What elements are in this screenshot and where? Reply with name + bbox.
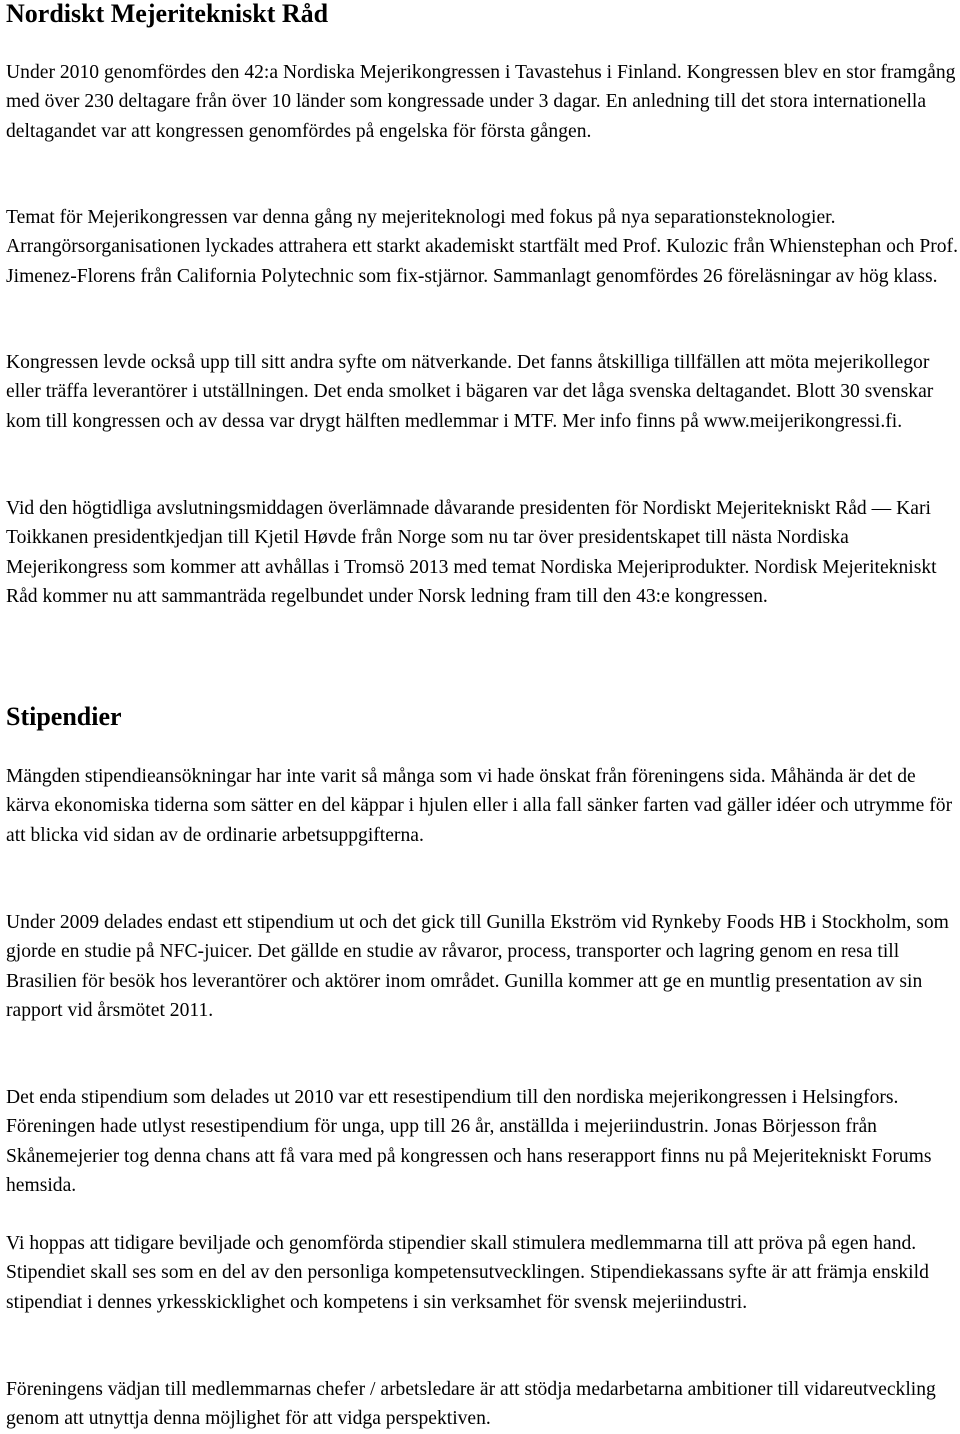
paragraph-stipend-applications: Mängden stipendieansökningar har inte varit så många som vi hade önskat från föreningens sida. Måhända är det de kärva ekonomiska tiderna som sätter en del käppar i hjulen eller i alla fall sänker farten vad gäller idéer och utrymme för att blicka vid sidan av de ordinarie arbetsuppgifterna. <box>6 766 953 846</box>
page-title: Nordiskt Mejeritekniskt Råd <box>6 0 329 28</box>
paragraph-congress-closing-dinner: Vid den högtidliga avslutningsmiddagen överlämnade dåvarande presidenten för Nordiskt Mejeritekniskt Råd ― Kari Toikkanen presidentkjedjan till Kjetil Høvde från Norge som nu tar över presidentskapet till nästa Nordiska Mejerikongress som kommer att avhållas i Tromsö 2013 med temat Nordiska Mejeriprodukter. Nordisk Mejeritekniskt Råd kommer nu att sammanträda regelbundet under Norsk ledning fram till den 43:e kongressen. <box>6 498 937 608</box>
paragraph-stipend-hopes: Vi hoppas att tidigare beviljade och genomförda stipendier skall stimulera medlemmarna till att pröva på egen hand. Stipendiet skall ses som en del av den personliga kompetensutvecklingen. Stipendiekassans syfte är att främja enskild stipendiat i dennes yrkesskicklighet och kompetens i sin verksamhet för svensk mejeriindustri. <box>6 1233 929 1313</box>
paragraph-congress-theme: Temat för Mejerikongressen var denna gång ny mejeriteknologi med fokus på nya separationsteknologier. Arrangörsorganisationen lyckades attrahera ett starkt akademiskt startfält med Prof. Kulozic från Whienstephan och Prof. Jimenez-Florens från California Polytechnic som fix-stjärnor. Sammanlagt genomfördes 26 föreläsningar av hög klass. <box>6 207 958 287</box>
paragraph-stipend-appeal: Föreningens vädjan till medlemmarnas chefer / arbetsledare är att stödja medarbetarna ambitioner till vidareutveckling genom att utnyttja denna möjlighet för att vidga perspektiven. <box>6 1379 936 1430</box>
paragraph-congress-networking: Kongressen levde också upp till sitt andra syfte om nätverkande. Det fanns åtskilliga tillfällen att möta mejerikollegor eller träffa leverantörer i utställningen. Det enda smolket i bägaren var det låga svenska deltagandet. Blott 30 svenskar kom till kongressen och av dessa var drygt hälften medlemmar i MTF. Mer info finns på www.meijerikongressi.fi. <box>6 352 934 432</box>
paragraph-stipend-2009: Under 2009 delades endast ett stipendium ut och det gick till Gunilla Ekström vid Rynkeby Foods HB i Stockholm, som gjorde en studie på NFC-juicer. Det gällde en studie av råvaror, process, transporter och lagring genom en resa till Brasilien för besök hos leverantörer och aktörer inom området. Gunilla kommer att ge en muntlig presentation av sin rapport vid årsmötet 2011. <box>6 912 949 1022</box>
paragraph-congress-intro: Under 2010 genomfördes den 42:a Nordiska Mejerikongressen i Tavastehus i Finland. Kongressen blev en stor framgång med över 230 deltagare från över 10 länder som kongressade under 3 dagar. En anledning till det stora internationella deltagandet var att kongressen genomfördes på engelska för första gången. <box>6 62 956 142</box>
section-heading-stipendier: Stipendier <box>6 702 122 731</box>
paragraph-stipend-2010: Det enda stipendium som delades ut 2010 var ett resestipendium till den nordiska mejerikongressen i Helsingfors. Föreningen hade utlyst resestipendium för unga, upp till 26 år, anställda i mejeriindustrin. Jonas Börjesson från Skånemejerier tog denna chans att få vara med på kongressen och hans reserapport finns nu på Mejeritekniskt Forums hemsida. <box>6 1087 932 1197</box>
